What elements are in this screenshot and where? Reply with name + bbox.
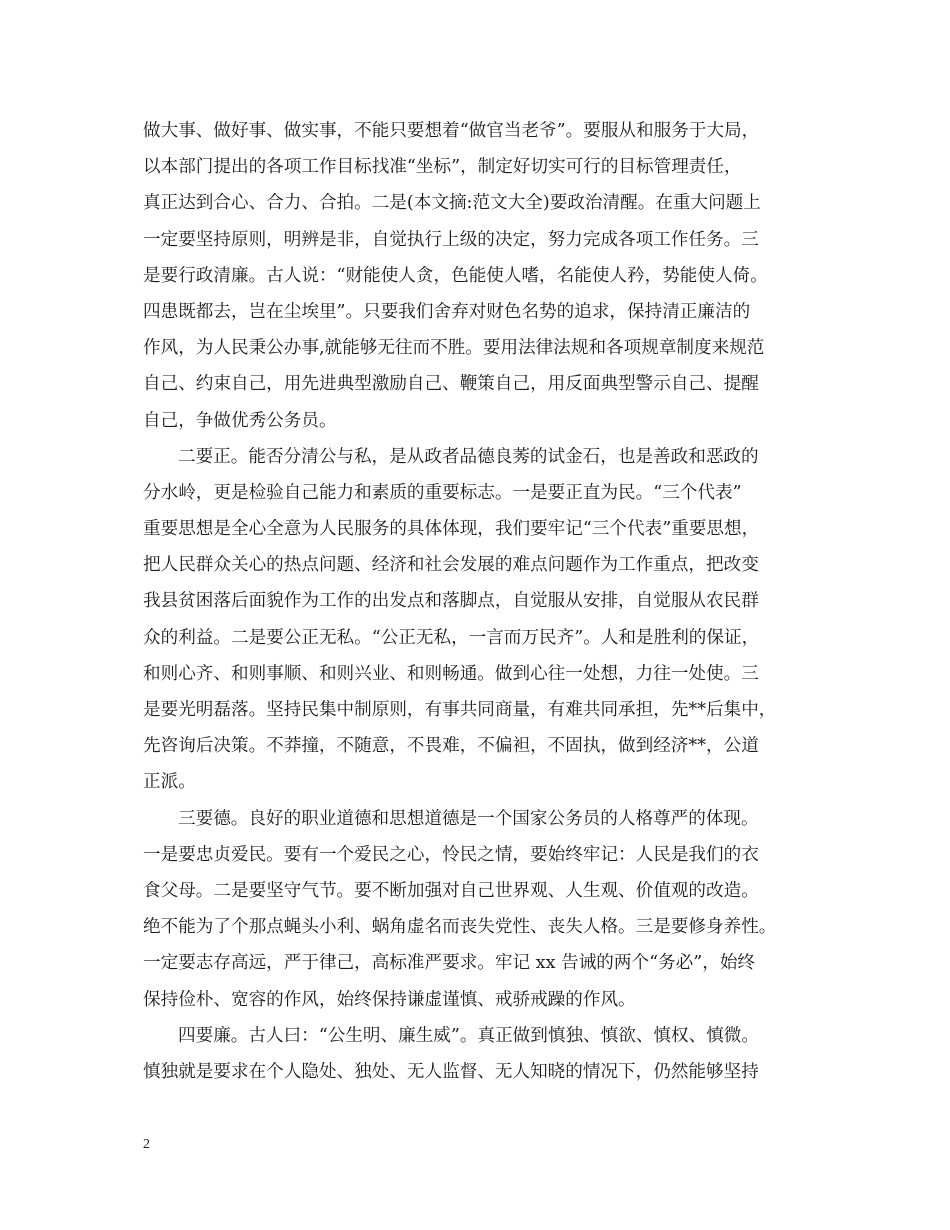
text-line: 是要行政清廉。古人说：“财能使人贪，色能使人嗜，名能使人矜，势能使人倚。 xyxy=(143,265,768,286)
text-line: 一定要坚持原则，明辨是非，自觉执行上级的决定，努力完成各项工作任务。三 xyxy=(143,229,759,250)
text-line: 自己、约束自己，用先进典型激励自己、鞭策自己，用反面典型警示自己、提醒 xyxy=(143,374,759,395)
text-line: 做大事、做好事、做实事，不能只要想着“做官当老爷”。要服从和服务于大局， xyxy=(143,121,760,141)
text-line: 我县贫困落后面貌作为工作的出发点和落脚点，自觉服从安排，自觉服从农民群 xyxy=(143,591,759,612)
page-number: 2 xyxy=(143,1137,150,1152)
text-line: 一是要忠贞爱民。要有一个爱民之心，怜民之情，要始终牢记：人民是我们的衣 xyxy=(143,844,759,865)
text-line: 把人民群众关心的热点问题、经济和社会发展的难点问题作为工作重点，把改变 xyxy=(143,555,759,576)
text-line: 食父母。二是要坚守气节。要不断加强对自己世界观、人生观、价值观的改造。 xyxy=(143,880,759,901)
text-line: 保持俭朴、宽容的作风，始终保持谦虚谨慎、戒骄戒躁的作风。 xyxy=(143,989,636,1010)
paragraph-first-line: 四要廉。古人曰：“公生明、廉生威”。真正做到慎独、慎欲、慎权、慎微。 xyxy=(178,1025,759,1046)
text-line: 和则心齐、和则事顺、和则兴业、和则畅通。做到心往一处想，力往一处使。三 xyxy=(143,663,759,684)
text-line: 慎独就是要求在个人隐处、独处、无人监督、无人知晓的情况下，仍然能够坚持 xyxy=(143,1061,759,1082)
text-line: 以本部门提出的各项工作目标找准“坐标”，制定好切实可行的目标管理责任， xyxy=(143,157,742,178)
text-line: 自己，争做优秀公务员。 xyxy=(143,410,337,431)
text-line: 四患既都去，岂在尘埃里”。只要我们舍弃对财色名势的追求，保持清正廉洁的 xyxy=(143,301,751,322)
paragraph-first-line: 二要正。能否分清公与私，是从政者品德良莠的试金石，也是善政和恶政的 xyxy=(178,446,759,467)
text-line: 分水岭，更是检验自己能力和素质的重要标志。一是要正直为民。“三个代表” xyxy=(143,482,742,503)
text-line: 重要思想是全心全意为人民服务的具体体现，我们要牢记“三个代表”重要思想， xyxy=(143,519,760,540)
text-line: 绝不能为了个那点蝇头小利、蜗角虚名而丧失党性、丧失人格。三是要修身养性。 xyxy=(143,917,777,938)
text-line: 众的利益。二是要公正无私。“公正无私，一言而万民齐”。人和是胜利的保证， xyxy=(143,627,760,648)
body-text xyxy=(143,113,811,1090)
paragraph-first-line: 三要德。良好的职业道德和思想道德是一个国家公务员的人格尊严的体现。 xyxy=(178,808,759,829)
text-line: 是要光明磊落。坚持民集中制原则，有事共同商量，有难共同承担，先**后集中， xyxy=(143,700,777,720)
text-line: 正派。 xyxy=(143,772,196,793)
text-line: 一定要志存高远，严于律己，高标准严要求。牢记 xx 告诫的两个“务必”，始终 xyxy=(143,953,756,974)
text-line: 先咨询后决策。不莽撞，不随意，不畏难，不偏袒，不固执，做到经济**，公道 xyxy=(143,736,759,757)
text-line: 作风，为人民秉公办事,就能够无往而不胜。要用法律法规和各项规章制度来规范 xyxy=(143,338,765,359)
text-line: 真正达到合心、合力、合拍。二是(本文摘:范文大全)要政治清醒。在重大问题上 xyxy=(143,193,761,214)
